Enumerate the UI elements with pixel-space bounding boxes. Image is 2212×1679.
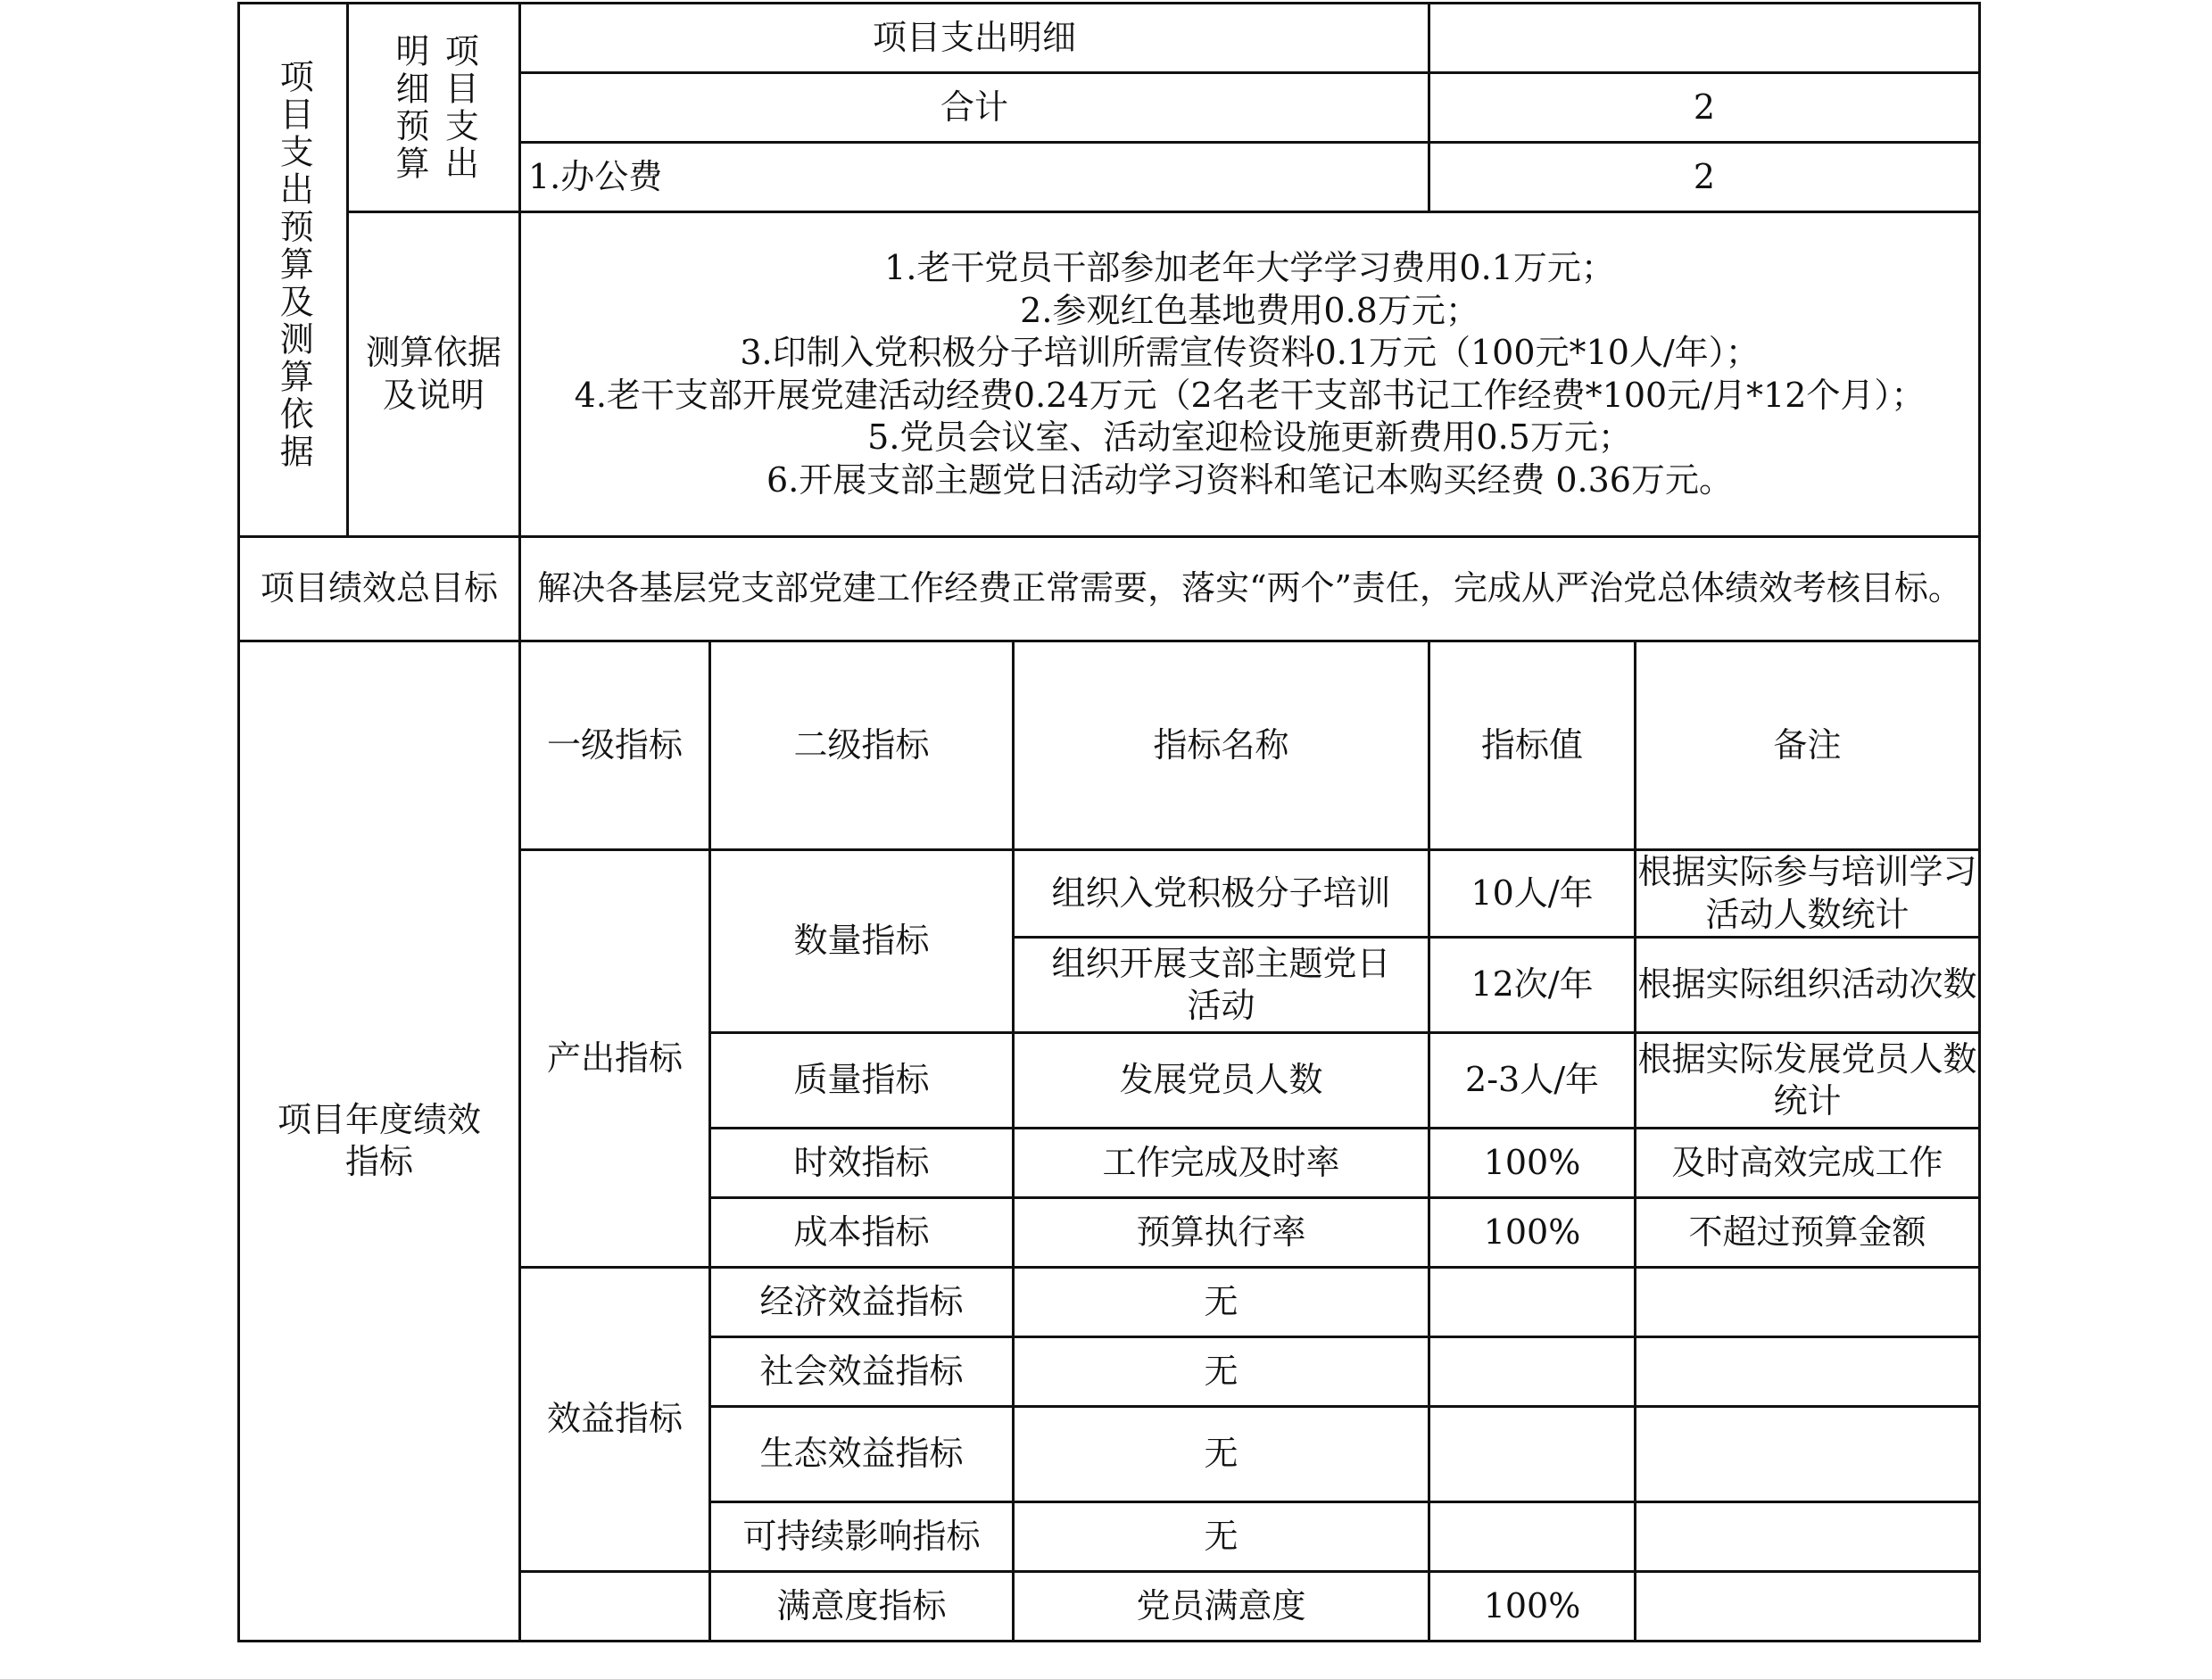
output-label: 产出指标 bbox=[520, 850, 710, 1268]
header-value: 指标值 bbox=[1429, 641, 1636, 850]
row-value bbox=[1429, 1407, 1636, 1502]
row-level2: 时效指标 bbox=[710, 1129, 1014, 1198]
row-note: 不超过预算金额 bbox=[1636, 1198, 1980, 1268]
header-level1: 一级指标 bbox=[520, 641, 710, 850]
row-level2: 可持续影响指标 bbox=[710, 1502, 1014, 1572]
total-value: 2 bbox=[1429, 73, 1980, 143]
item-value: 2 bbox=[1429, 143, 1980, 212]
row-note bbox=[1636, 1268, 1980, 1337]
basis-label: 测算依据及说明 bbox=[348, 212, 520, 537]
row-level2: 经济效益指标 bbox=[710, 1268, 1014, 1337]
basis-line: 4.老干支部开展党建活动经费0.24万元（2名老干支部书记工作经费*100元/月*12个月）； bbox=[574, 375, 1926, 415]
detail-header: 项目支出明细 bbox=[520, 4, 1429, 73]
benefit-label: 效益指标 bbox=[520, 1268, 710, 1572]
row-value: 100% bbox=[1429, 1572, 1636, 1642]
total-label: 合计 bbox=[520, 73, 1429, 143]
item-name: 1.办公费 bbox=[520, 143, 1429, 212]
row-name: 组织开展支部主题党日活动 bbox=[1014, 938, 1429, 1033]
row-name: 发展党员人数 bbox=[1014, 1033, 1429, 1129]
header-name: 指标名称 bbox=[1014, 641, 1429, 850]
row-note: 根据实际参与培训学习活动人数统计 bbox=[1636, 850, 1980, 938]
detail-header-value bbox=[1429, 4, 1980, 73]
row-value: 100% bbox=[1429, 1198, 1636, 1268]
row-note: 根据实际发展党员人数统计 bbox=[1636, 1033, 1980, 1129]
row-name: 无 bbox=[1014, 1337, 1429, 1407]
header-level2: 二级指标 bbox=[710, 641, 1014, 850]
row-name: 无 bbox=[1014, 1268, 1429, 1337]
detail-label: 项目支出 明细预算 bbox=[348, 4, 520, 212]
row-value bbox=[1429, 1502, 1636, 1572]
budget-performance-table bbox=[237, 2, 1981, 1642]
row-level2: 质量指标 bbox=[710, 1033, 1014, 1129]
basis-line: 2.参观红色基地费用0.8万元； bbox=[1020, 290, 1479, 330]
row-name: 无 bbox=[1014, 1407, 1429, 1502]
row-value: 100% bbox=[1429, 1129, 1636, 1198]
section-label-budget: 项目支出预算及测算依据 bbox=[239, 4, 348, 537]
row-note: 及时高效完成工作 bbox=[1636, 1129, 1980, 1198]
row-note bbox=[1636, 1502, 1980, 1572]
blank-level1-cell bbox=[520, 1572, 710, 1642]
header-note: 备注 bbox=[1636, 641, 1980, 850]
row-name: 工作完成及时率 bbox=[1014, 1129, 1429, 1198]
basis-line: 6.开展支部主题党日活动学习资料和笔记本购买经费 0.36万元。 bbox=[766, 459, 1733, 500]
row-note: 根据实际组织活动次数 bbox=[1636, 938, 1980, 1033]
row-note bbox=[1636, 1407, 1980, 1502]
row-name: 无 bbox=[1014, 1502, 1429, 1572]
basis-text bbox=[520, 212, 1980, 537]
row-value bbox=[1429, 1337, 1636, 1407]
goal-label: 项目绩效总目标 bbox=[239, 537, 520, 641]
basis-line: 5.党员会议室、活动室迎检设施更新费用0.5万元； bbox=[867, 418, 1632, 457]
row-value: 2-3人/年 bbox=[1429, 1033, 1636, 1129]
row-level2: 生态效益指标 bbox=[710, 1407, 1014, 1502]
row-level2: 数量指标 bbox=[710, 850, 1014, 1033]
row-note bbox=[1636, 1337, 1980, 1407]
row-level2: 成本指标 bbox=[710, 1198, 1014, 1268]
row-name: 党员满意度 bbox=[1014, 1572, 1429, 1642]
indicators-label: 项目年度绩效指标 bbox=[239, 641, 520, 1642]
row-name: 预算执行率 bbox=[1014, 1198, 1429, 1268]
row-note bbox=[1636, 1572, 1980, 1642]
basis-line: 1.老干党员干部参加老年大学学习费用0.1万元； bbox=[884, 248, 1615, 287]
basis-line: 3.印制入党积极分子培训所需宣传资料0.1万元（100元*10人/年）； bbox=[740, 333, 1760, 372]
row-level2: 社会效益指标 bbox=[710, 1337, 1014, 1407]
row-value: 12次/年 bbox=[1429, 938, 1636, 1033]
row-value bbox=[1429, 1268, 1636, 1337]
row-value: 10人/年 bbox=[1429, 850, 1636, 938]
row-level2: 满意度指标 bbox=[710, 1572, 1014, 1642]
row-name: 组织入党积极分子培训 bbox=[1014, 850, 1429, 938]
goal-text: 解决各基层党支部党建工作经费正常需要，落实“两个”责任，完成从严治党总体绩效考核目标。 bbox=[520, 537, 1980, 641]
